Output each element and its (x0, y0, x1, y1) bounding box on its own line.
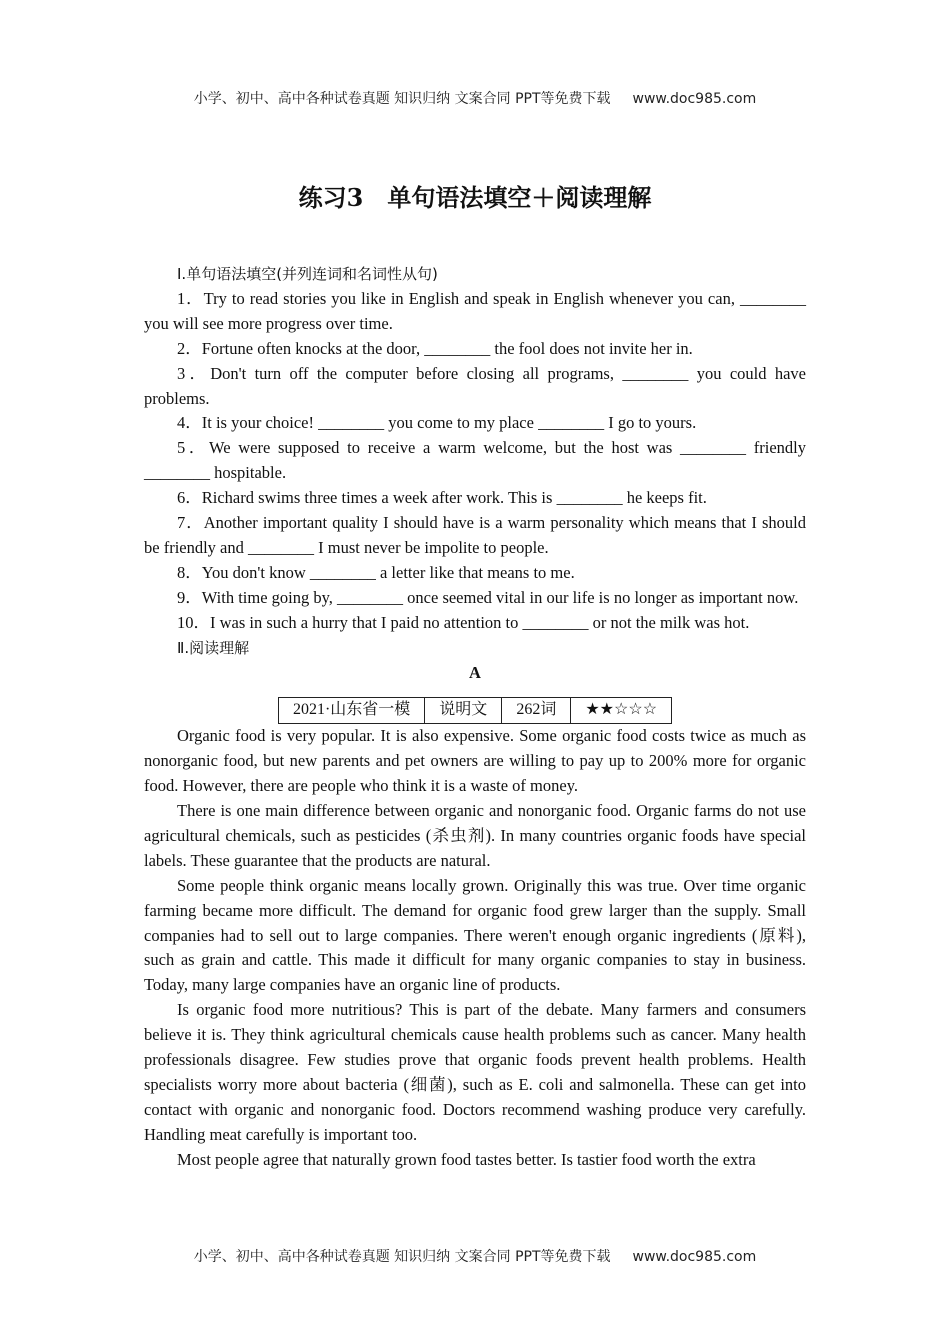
passage-paragraph: Some people think organic means locally grown. Originally this was true. Over time organic farming became more difficult. The demand for organic food grew larger than the supply. Small companies had to sell out to large companies. There weren't enough organic ingredients (原料), such as grain and cattle. This made it difficult for many organic companies to stay in business. Today, many large companies have an organic line of products. (144, 875, 806, 995)
page-header (0, 88, 950, 108)
footer-url[interactable]: www.doc985.com (632, 1249, 757, 1265)
passage-paragraph: Organic food is very popular. It is also expensive. Some organic food costs twice as much as nonorganic food, but new parents and pet owners are willing to pay up to 200% more for organic food. However, there are people who think it is a waste of money. (144, 726, 806, 796)
info-difficulty-stars: ★★☆☆☆ (571, 698, 672, 724)
question-item: 5．We were supposed to receive a warm welcome, but the host was ________ friendly ________ hospitable. (144, 438, 806, 483)
footer-text: 小学、初中、高中各种试卷真题 知识归纳 文案合同 PPT等免费下载 (193, 1249, 611, 1265)
section-1-label: Ⅰ.单句语法填空 (177, 265, 277, 283)
header-text: 小学、初中、高中各种试卷真题 知识归纳 文案合同 PPT等免费下载 (193, 91, 611, 107)
question-item: 1．Try to read stories you like in English and speak in English whenever you can, ________ you will see more progress over time. (144, 288, 806, 333)
info-word-count: 262词 (502, 698, 571, 724)
section-1-heading (144, 262, 806, 287)
document-body (144, 262, 806, 1173)
question-item: 10．I was in such a hurry that I paid no attention to ________ or not the milk was hot. (177, 612, 750, 632)
question-item: 2．Fortune often knocks at the door, ________ the fool does not invite her in. (177, 338, 693, 358)
header-url[interactable]: www.doc985.com (632, 91, 757, 107)
question-item: 7．Another important quality I should have is a warm personality which means that I should be friendly and ________ I must never be impolite to people. (144, 513, 806, 557)
section-2-heading (144, 636, 806, 661)
section-1-note: (并列连词和名词性从句) (276, 265, 438, 283)
question-item: 9．With time going by, ________ once seemed vital in our life is no longer as important now. (177, 587, 799, 607)
passage-paragraph: There is one main difference between organic and nonorganic food. Organic farms do not use agricultural chemicals, such as pesticides (杀虫剂). In many countries organic foods have special labels. These guarantee that the products are natural. (144, 801, 806, 870)
passage-letter: A (469, 662, 481, 682)
info-source: 2021·山东省一模 (278, 698, 424, 724)
question-item: 8．You don't know ________ a letter like that means to me. (177, 562, 575, 582)
page-footer (0, 1246, 950, 1266)
passage-paragraph: Is organic food more nutritious? This is part of the debate. Many farmers and consumers believe it is. They think agricultural chemicals cause health problems such as cancer. Many health professionals disagree. Few studies prove that organic foods prevent health problems. Health specialists worry more about bacteria (细菌), such as E. coli and salmonella. These can get into contact with organic and nonorganic food. Doctors recommend washing produce very carefully. Handling meat carefully is important too. (144, 1000, 806, 1144)
info-genre: 说明文 (425, 698, 502, 724)
question-item: 4．It is your choice! ________ you come to my place ________ I go to yours. (177, 413, 697, 433)
page-title: 练习3 单句语法填空＋阅读理解 (298, 183, 652, 212)
passage-info-table (278, 697, 672, 724)
passage-paragraph: Most people agree that naturally grown food tastes better. Is tastier food worth the extra (177, 1149, 756, 1169)
section-2-label: Ⅱ.阅读理解 (177, 638, 250, 657)
question-item: 3．Don't turn off the computer before closing all programs, ________ you could have problems. (144, 363, 806, 408)
question-item: 6．Richard swims three times a week after work. This is ________ he keeps fit. (177, 488, 707, 508)
